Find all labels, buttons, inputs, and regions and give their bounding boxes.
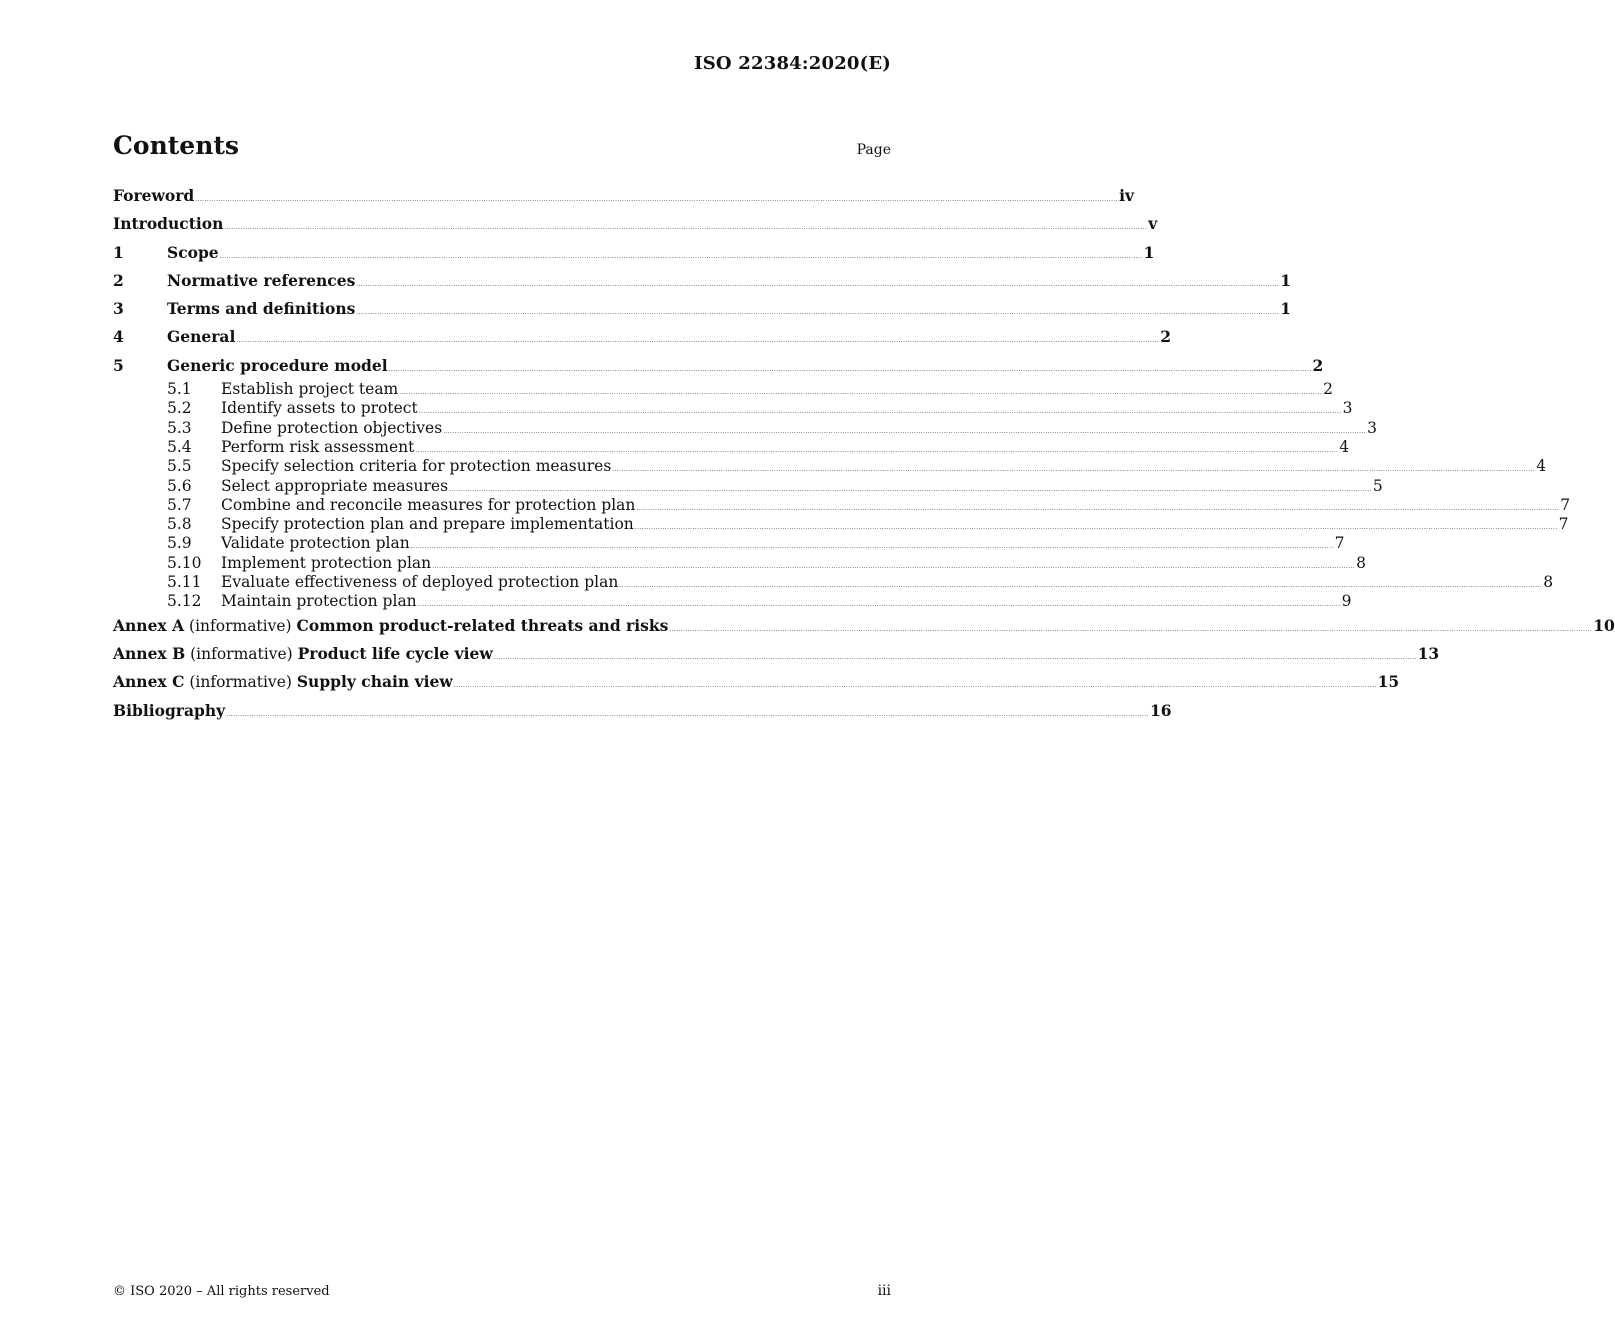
toc-entry-section[interactable] <box>113 239 1155 267</box>
toc-entry-page: 7 <box>1560 495 1571 514</box>
toc-entry-title <box>113 640 493 668</box>
leader-dots: ................................................................................................................................................................................................................................................................................................................................................................................................................ <box>432 562 1356 570</box>
toc-entry-page: 7 <box>1558 515 1569 534</box>
toc-subsection-number: 5.4 <box>167 437 192 456</box>
annex-title: Supply chain view <box>296 672 453 692</box>
toc-entry-title: Implement protection plan <box>221 553 432 572</box>
toc-entry-page: 3 <box>1367 418 1377 437</box>
leader-dots: ................................................................................................................................................................................................................................................................................................................................................................................................................ <box>453 682 1377 690</box>
toc-entry-page: v <box>1148 214 1158 234</box>
toc-subsection-number: 5.1 <box>167 380 192 399</box>
table-of-contents <box>113 182 1615 725</box>
toc-entry-section[interactable] <box>113 352 1324 380</box>
leader-dots: ................................................................................................................................................................................................................................................................................................................................................................................................................ <box>612 466 1536 474</box>
leader-dots: ................................................................................................................................................................................................................................................................................................................................................................................................................ <box>669 625 1593 633</box>
toc-section-number: 1 <box>113 242 124 262</box>
toc-section-number: 3 <box>113 299 124 319</box>
toc-entry-page: 9 <box>1341 592 1352 611</box>
toc-section-number: 2 <box>113 270 124 290</box>
toc-entry-title: Identify assets to protect <box>221 399 418 418</box>
annex-type: (informative) <box>190 644 293 663</box>
annex-type: (informative) <box>189 616 292 635</box>
toc-entry-title: Foreword <box>113 186 195 205</box>
toc-entry-page: 8 <box>1543 573 1554 592</box>
toc-subsection-number: 5.10 <box>167 553 202 572</box>
toc-subsection-number: 5.3 <box>167 418 192 437</box>
leader-dots: ................................................................................................................................................................................................................................................................................................................................................................................................................ <box>417 601 1341 609</box>
toc-entry-subsection[interactable] <box>113 534 1345 553</box>
toc-entry-page: 4 <box>1536 457 1547 476</box>
toc-entry-title: Establish project team <box>221 380 399 399</box>
leader-dots: ................................................................................................................................................................................................................................................................................................................................................................................................................ <box>356 280 1280 288</box>
toc-entry-subsection[interactable] <box>113 515 1569 534</box>
leader-dots: ................................................................................................................................................................................................................................................................................................................................................................................................................ <box>388 365 1312 373</box>
page-number: iii <box>877 1283 891 1299</box>
toc-entry-subsection[interactable] <box>113 437 1350 457</box>
toc-entry-title: Introduction <box>113 214 224 234</box>
toc-entry-page: iv <box>1119 186 1135 205</box>
leader-dots: ................................................................................................................................................................................................................................................................................................................................................................................................................ <box>410 543 1334 551</box>
toc-entry-section[interactable] <box>113 323 1172 351</box>
toc-subsection-number: 5.12 <box>167 592 202 611</box>
toc-entry-title: Normative references <box>167 270 356 290</box>
toc-section-number: 4 <box>113 327 124 347</box>
toc-entry-page: 3 <box>1342 399 1353 418</box>
toc-entry-title: Validate protection plan <box>221 534 410 553</box>
leader-dots: ................................................................................................................................................................................................................................................................................................................................................................................................................ <box>418 408 1342 416</box>
leader-dots: ................................................................................................................................................................................................................................................................................................................................................................................................................ <box>493 653 1417 661</box>
toc-entry-subsection[interactable] <box>113 380 1334 399</box>
toc-entry-subsection[interactable] <box>113 495 1571 515</box>
toc-entry-title: Scope <box>167 242 219 262</box>
leader-dots: ................................................................................................................................................................................................................................................................................................................................................................................................................ <box>195 196 1119 203</box>
leader-dots: ................................................................................................................................................................................................................................................................................................................................................................................................................ <box>443 427 1367 435</box>
toc-entry-title: Generic procedure model <box>167 355 388 375</box>
leader-dots: ................................................................................................................................................................................................................................................................................................................................................................................................................ <box>399 389 1323 397</box>
toc-entry-page: 2 <box>1160 327 1172 347</box>
toc-entry-foreword[interactable] <box>113 182 1135 210</box>
toc-entry-annex-b[interactable] <box>113 640 1440 668</box>
toc-entry-introduction[interactable] <box>113 210 1158 238</box>
toc-entry-title: Specify protection plan and prepare implementation <box>221 515 634 534</box>
leader-dots: ................................................................................................................................................................................................................................................................................................................................................................................................................ <box>619 582 1543 590</box>
standard-identifier: ISO 22384:2020(E) <box>694 53 891 74</box>
toc-entry-page: 16 <box>1150 700 1172 720</box>
toc-entry-annex-a[interactable] <box>113 612 1615 640</box>
toc-entry-section[interactable] <box>113 267 1291 295</box>
toc-entry-annex-c[interactable] <box>113 668 1400 696</box>
toc-entry-page: 2 <box>1323 380 1334 399</box>
leader-dots: ................................................................................................................................................................................................................................................................................................................................................................................................................ <box>634 524 1558 532</box>
toc-entry-page: 7 <box>1334 534 1345 553</box>
contents-heading: Contents <box>113 131 240 160</box>
leader-dots: ................................................................................................................................................................................................................................................................................................................................................................................................................ <box>449 485 1372 493</box>
leader-dots: ................................................................................................................................................................................................................................................................................................................................................................................................................ <box>224 224 1148 232</box>
toc-entry-title <box>113 668 453 696</box>
annex-title: Common product-related threats and risks <box>296 615 669 635</box>
annex-title: Product life cycle view <box>297 643 493 663</box>
annex-label: Annex B <box>113 643 186 663</box>
toc-entry-page: 13 <box>1417 643 1440 663</box>
leader-dots: ................................................................................................................................................................................................................................................................................................................................................................................................................ <box>219 252 1143 260</box>
toc-subsection-number: 5.7 <box>167 495 192 514</box>
toc-entry-page: 8 <box>1356 553 1366 572</box>
toc-entry-title: Evaluate effectiveness of deployed protection plan <box>221 573 619 592</box>
leader-dots: ................................................................................................................................................................................................................................................................................................................................................................................................................ <box>636 504 1560 512</box>
toc-entry-subsection[interactable] <box>113 457 1547 476</box>
toc-entry-page: 4 <box>1339 437 1350 456</box>
toc-entry-title: General <box>167 327 236 347</box>
toc-subsection-number: 5.5 <box>167 457 192 476</box>
toc-entry-page: 10 <box>1593 615 1615 635</box>
annex-label: Annex A <box>113 615 185 635</box>
toc-entry-page: 1 <box>1280 270 1291 290</box>
toc-subsection-number: 5.11 <box>167 573 202 592</box>
toc-subsection-number: 5.2 <box>167 399 192 418</box>
toc-entry-subsection[interactable] <box>113 476 1383 496</box>
toc-entry-subsection[interactable] <box>113 418 1377 438</box>
toc-entry-page: 1 <box>1280 299 1292 319</box>
toc-entry-bibliography[interactable] <box>113 697 1172 725</box>
toc-entry-title: Bibliography <box>113 700 226 720</box>
annex-type: (informative) <box>189 673 292 692</box>
page-column-label: Page <box>856 142 891 158</box>
toc-entry-title: Combine and reconcile measures for protection plan <box>221 495 636 514</box>
toc-entry-title: Terms and definitions <box>167 299 356 319</box>
leader-dots: ................................................................................................................................................................................................................................................................................................................................................................................................................ <box>226 710 1149 718</box>
toc-entry-title: Specify selection criteria for protection measures <box>221 457 612 476</box>
toc-subsection-number: 5.9 <box>167 534 192 553</box>
toc-entry-title <box>113 612 668 640</box>
toc-entry-title: Maintain protection plan <box>221 592 417 611</box>
toc-subsection-number: 5.6 <box>167 476 192 495</box>
toc-entry-page: 15 <box>1377 672 1400 692</box>
toc-entry-title: Select appropriate measures <box>221 476 449 495</box>
toc-entry-section[interactable] <box>113 295 1292 323</box>
leader-dots: ................................................................................................................................................................................................................................................................................................................................................................................................................ <box>415 446 1339 454</box>
toc-entry-title: Define protection objectives <box>221 418 443 437</box>
toc-entry-title: Perform risk assessment <box>221 437 415 456</box>
toc-entry-subsection[interactable] <box>113 592 1352 611</box>
toc-entry-page: 2 <box>1312 355 1324 375</box>
copyright-notice: © ISO 2020 – All rights reserved <box>113 1284 330 1299</box>
toc-entry-subsection[interactable] <box>113 553 1366 573</box>
toc-entry-page: 1 <box>1143 242 1155 262</box>
toc-entry-page: 5 <box>1372 476 1383 495</box>
toc-entry-subsection[interactable] <box>113 399 1353 418</box>
toc-section-number: 5 <box>113 355 124 375</box>
toc-entry-subsection[interactable] <box>113 573 1554 592</box>
annex-label: Annex C <box>113 672 185 692</box>
toc-subsection-number: 5.8 <box>167 515 192 534</box>
leader-dots: ................................................................................................................................................................................................................................................................................................................................................................................................................ <box>356 309 1280 317</box>
leader-dots: ................................................................................................................................................................................................................................................................................................................................................................................................................ <box>236 337 1160 345</box>
